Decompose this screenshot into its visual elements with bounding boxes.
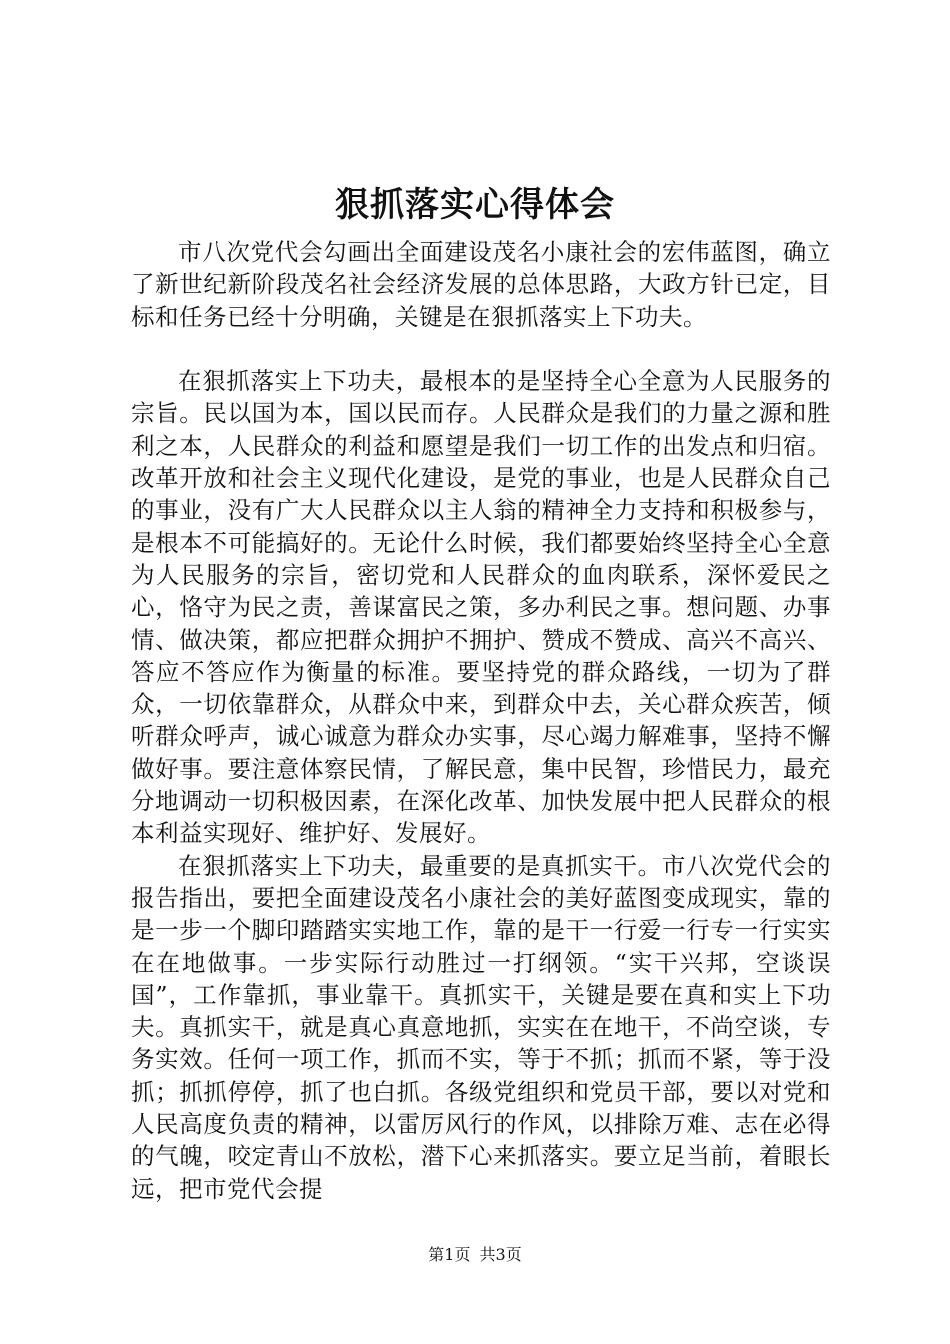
page-number: 第1页 (428, 1245, 471, 1264)
paragraph-hard-work: 在狠抓落实上下功夫，最重要的是真抓实干。市八次党代会的报告指出，要把全面建设茂名小康社会的美好蓝图变成现实，靠的是一步一个脚印踏踏实实地工作，靠的是干一行爱一行专一行实实在在地做事。一步实际行动胜过一打纲领。“实干兴邦，空谈误国”，工作靠抓，事业靠干。真抓实干，关键是要在真和实上下功夫。真抓实干，就是真心真意地抓，实实在在地干，不尚空谈，专务实效。任何一项工作，抓而不实，等于不抓；抓而不紧，等于没抓；抓抓停停，抓了也白抓。各级党组织和党员干部，要以对党和人民高度负责的精神，以雷厉风行的作风，以排除万难、志在必得的气魄，咬定青山不放松，潜下心来抓落实。要立足当前，着眼长远，把市党代会提 (131, 851, 831, 1203)
paragraph-serve-people: 在狠抓落实上下功夫，最根本的是坚持全心全意为人民服务的宗旨。民以国为本，国以民而存。人民群众是我们的力量之源和胜利之本，人民群众的利益和愿望是我们一切工作的出发点和归宿。改革开放和社会主义现代化建设，是党的事业，也是人民群众自己的事业，没有广大人民群众以主人翁的精神全力支持和积极参与，是根本不可能搞好的。无论什么时候，我们都要始终坚持全心全意为人民服务的宗旨，密切党和人民群众的血肉联系，深怀爱民之心，恪守为民之责，善谋富民之策，多办利民之事。想问题、办事情、做决策，都应把群众拥护不拥护、赞成不赞成、高兴不高兴、答应不答应作为衡量的标准。要坚持党的群众路线，一切为了群众，一切依靠群众，从群众中来，到群众中去，关心群众疾苦，倾听群众呼声，诚心诚意为群众办实事，尽心竭力解难事，坚持不懈做好事。要注意体察民情，了解民意，集中民智，珍惜民力，最充分地调动一切积极因素，在深化改革、加快发展中把人民群众的根本利益实现好、维护好、发展好。 (131, 367, 831, 848)
page-total: 共3页 (479, 1245, 522, 1264)
paragraph-intro: 市八次党代会勾画出全面建设茂名小康社会的宏伟蓝图，确立了新世纪新阶段茂名社会经济发展的总体思路，大政方针已定，目标和任务已经十分明确，关键是在狠抓落实上下功夫。 (131, 238, 831, 331)
document-body (131, 236, 831, 1205)
page-footer (0, 1244, 950, 1266)
document-title: 狠抓落实心得体会 (335, 185, 615, 225)
